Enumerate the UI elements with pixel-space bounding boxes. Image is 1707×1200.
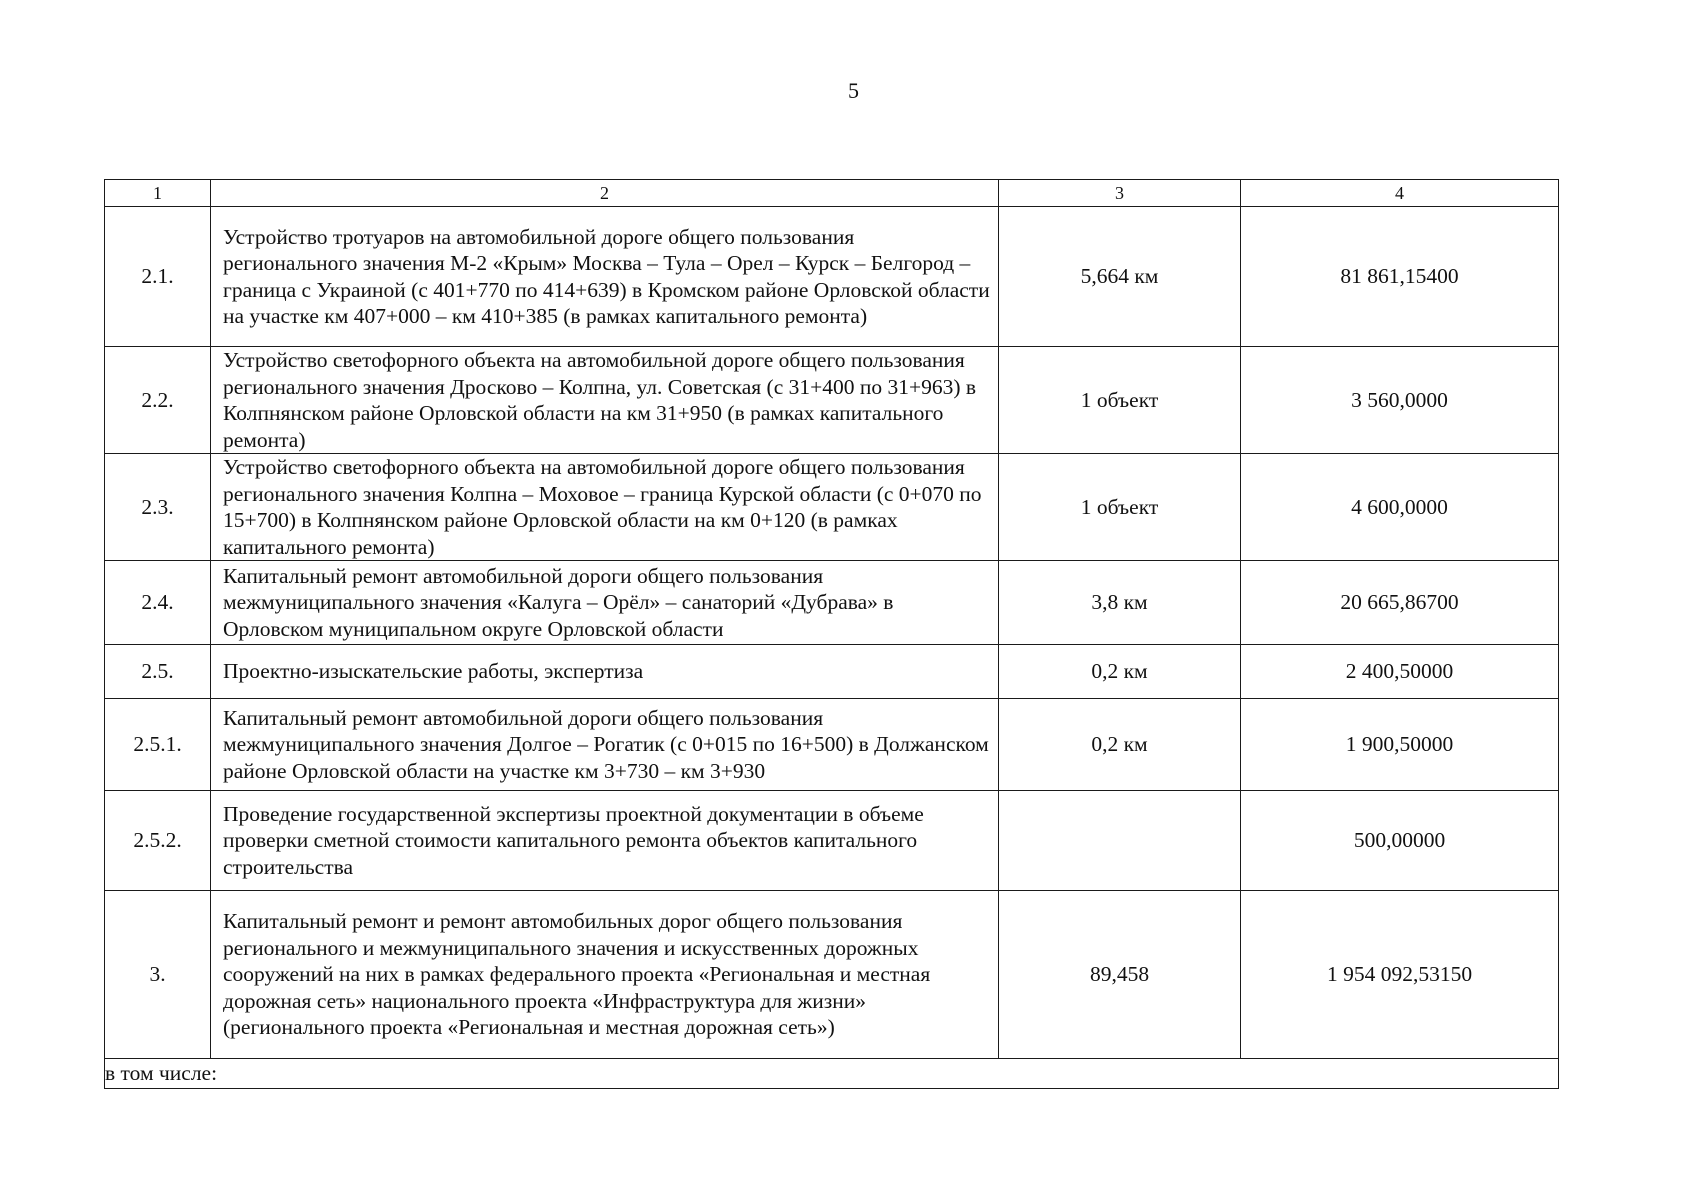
row-description: Устройство светофорного объекта на автомобильной дороге общего пользования регионального значения Дросково – Колпна, ул. Советская (с 31+400 по 31+963) в Колпнянском районе Орловской области на км 31+950 (в рамках капитального ремонта) (211, 347, 999, 454)
table-row (105, 347, 1559, 454)
row-quantity: 3,8 км (999, 561, 1241, 645)
table-row (105, 891, 1559, 1059)
budget-table (104, 179, 1559, 1089)
table-row (105, 791, 1559, 891)
row-amount: 3 560,0000 (1241, 347, 1559, 454)
row-description: Устройство тротуаров на автомобильной дороге общего пользования регионального значения М-2 «Крым» Москва – Тула – Орел – Курск – Белгород – граница с Украиной (с 401+770 по 414+639) в Кромском районе Орловской области на участке км 407+000 – км 410+385 (в рамках капитального ремонта) (211, 207, 999, 347)
row-number: 2.5. (105, 645, 211, 699)
table-row (105, 454, 1559, 561)
row-amount: 500,00000 (1241, 791, 1559, 891)
row-number: 2.2. (105, 347, 211, 454)
row-quantity (999, 791, 1241, 891)
row-description: Капитальный ремонт и ремонт автомобильных дорог общего пользования регионального и межмуниципального значения и искусственных дорожных сооружений на них в рамках федерального проекта «Региональная и местная дорожная сеть» национального проекта «Инфраструктура для жизни» (регионального проекта «Региональная и местная дорожная сеть») (211, 891, 999, 1059)
header-col-1: 1 (105, 180, 211, 207)
row-quantity: 0,2 км (999, 699, 1241, 791)
row-description: Капитальный ремонт автомобильной дороги общего пользования межмуниципального значения «Калуга – Орёл» – санаторий «Дубрава» в Орловском муниципальном округе Орловской области (211, 561, 999, 645)
row-description: Проектно-изыскательские работы, экспертиза (211, 645, 999, 699)
row-amount: 20 665,86700 (1241, 561, 1559, 645)
row-amount: 1 900,50000 (1241, 699, 1559, 791)
header-col-4: 4 (1241, 180, 1559, 207)
row-quantity: 1 объект (999, 454, 1241, 561)
row-number: 2.5.1. (105, 699, 211, 791)
row-number: 2.1. (105, 207, 211, 347)
row-quantity: 5,664 км (999, 207, 1241, 347)
footer-label: в том числе: (105, 1059, 1559, 1089)
row-amount: 2 400,50000 (1241, 645, 1559, 699)
row-quantity: 1 объект (999, 347, 1241, 454)
row-quantity: 0,2 км (999, 645, 1241, 699)
header-col-2: 2 (211, 180, 999, 207)
row-description: Проведение государственной экспертизы проектной документации в объеме проверки сметной стоимости капитального ремонта объектов капитального строительства (211, 791, 999, 891)
row-amount: 4 600,0000 (1241, 454, 1559, 561)
row-number: 2.4. (105, 561, 211, 645)
page-number: 5 (848, 78, 859, 103)
table-row (105, 699, 1559, 791)
table-row (105, 645, 1559, 699)
table-row (105, 207, 1559, 347)
row-quantity: 89,458 (999, 891, 1241, 1059)
table-row (105, 561, 1559, 645)
table-footer-row (105, 1059, 1559, 1089)
table-header-row (105, 180, 1559, 207)
row-number: 3. (105, 891, 211, 1059)
header-col-3: 3 (999, 180, 1241, 207)
row-description: Устройство светофорного объекта на автомобильной дороге общего пользования регионального значения Колпна – Моховое – граница Курской области (с 0+070 по 15+700) в Колпнянском районе Орловской области на км 0+120 (в рамках капитального ремонта) (211, 454, 999, 561)
row-description: Капитальный ремонт автомобильной дороги общего пользования межмуниципального значения Долгое – Рогатик (с 0+015 по 16+500) в Должанском районе Орловской области на участке км 3+730 – км 3+930 (211, 699, 999, 791)
row-number: 2.3. (105, 454, 211, 561)
row-amount: 81 861,15400 (1241, 207, 1559, 347)
row-amount: 1 954 092,53150 (1241, 891, 1559, 1059)
row-number: 2.5.2. (105, 791, 211, 891)
